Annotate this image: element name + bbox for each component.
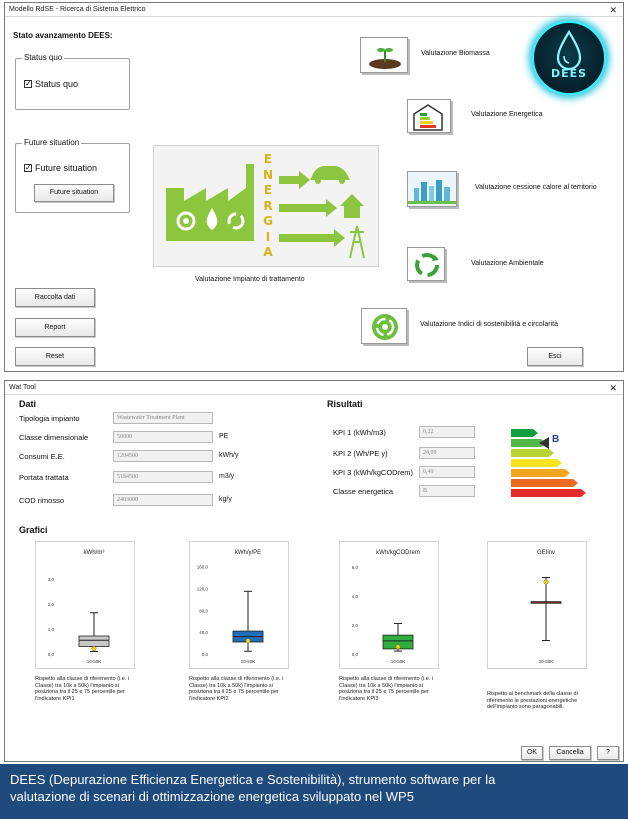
- energia-letter: E: [263, 183, 273, 197]
- kpi2-chart: [189, 541, 289, 669]
- status-quo-checkbox-label: Status quo: [35, 79, 79, 89]
- plant-point: [92, 646, 96, 650]
- status-quo-checkbox[interactable]: [24, 79, 78, 89]
- energetica-label: Valutazione Energetica: [471, 111, 543, 118]
- close-icon[interactable]: ✕: [609, 5, 617, 15]
- progress-heading: Stato avanzamento DEES:: [13, 31, 113, 40]
- dati-label: Portata trattata: [19, 473, 69, 482]
- energy-class-marker: B: [552, 434, 560, 445]
- sostenibilita-label: Valutazione Indici di sostenibilità e circolarità: [420, 321, 558, 328]
- chart-title: GEIinv: [536, 550, 556, 556]
- future-situation-button[interactable]: Future situation: [34, 184, 114, 202]
- kpi-label: KPI 1 (kWh/m3): [333, 428, 386, 437]
- biomass-icon: [361, 38, 408, 73]
- y-tick-label: 4,0: [351, 593, 358, 599]
- y-tick-label: 3,0: [47, 577, 54, 582]
- figure-caption: [0, 764, 628, 819]
- energia-letter: R: [263, 198, 273, 213]
- cessione-calore-button[interactable]: [407, 171, 457, 207]
- dati-label: Consumi E.E.: [19, 452, 65, 461]
- kpi-label: Classe energetica: [333, 487, 394, 496]
- main-window-titlebar: [5, 3, 623, 17]
- biomassa-button[interactable]: [360, 37, 408, 73]
- y-tick-label: 0,0: [201, 652, 208, 657]
- future-situation-group: [15, 138, 130, 213]
- energia-word: [261, 152, 275, 261]
- wat-tool-title: Wat Tool: [9, 384, 36, 391]
- checkbox-checked-icon: ✓: [25, 163, 32, 172]
- dati-label: COD rimosso: [19, 496, 65, 505]
- cessione-calore-label: Valutazione cessione calore al territorio: [475, 184, 597, 191]
- status-quo-group-title: Status quo: [24, 53, 63, 62]
- energetica-button[interactable]: [407, 99, 451, 133]
- ambientale-button[interactable]: [407, 247, 445, 281]
- risultati-heading: Risultati: [327, 399, 363, 409]
- category-label: 10-50K: [538, 659, 554, 664]
- reset-button[interactable]: Reset: [15, 347, 95, 366]
- category-label: 10-50K: [86, 659, 102, 664]
- classe-energetica-field[interactable]: B: [419, 485, 475, 497]
- y-tick-label: 160,0: [196, 564, 208, 570]
- y-tick-label: 120,0: [196, 586, 208, 592]
- biomassa-label: Valutazione Biomassa: [421, 50, 490, 57]
- y-tick-label: 0,0: [47, 652, 54, 657]
- ambientale-label: Valutazione Ambientale: [471, 260, 544, 267]
- plant-caption: Valutazione Impianto di trattamento: [195, 276, 305, 283]
- grafici-heading: Grafici: [19, 525, 48, 535]
- plant-point: [246, 639, 250, 643]
- cod-field[interactable]: 2483000: [113, 494, 213, 506]
- main-window-title: Modello RdSE - Ricerca di Sistema Elettrico: [9, 6, 146, 13]
- energia-letter: E: [263, 152, 273, 166]
- future-situation-group-title: Future situation: [24, 138, 80, 147]
- help-button[interactable]: ?: [597, 746, 619, 760]
- report-button[interactable]: Report: [15, 318, 95, 337]
- wat-tool-window: [4, 380, 624, 762]
- y-tick-label: 6,0: [351, 564, 358, 570]
- status-quo-group: [15, 53, 130, 110]
- raccolta-dati-button[interactable]: Raccolta dati: [15, 288, 95, 307]
- close-icon[interactable]: ✕: [609, 383, 617, 393]
- y-tick-label: 2,0: [47, 602, 54, 607]
- geiinv-chart: [487, 541, 587, 669]
- kpi1-boxplot: [36, 542, 136, 670]
- logo-text: DEES: [550, 67, 588, 80]
- plant-point: [544, 580, 548, 584]
- kpi1-caption: Rispetto alla classe di riferimento (i.e. i Classe) tra 10k a 50k) l'impianto si posiziona tra il 25 e 75 percentile per l'indicatore KPI1: [35, 676, 130, 702]
- chart-title: kWh/m³: [83, 550, 105, 556]
- category-label: 10-50K: [390, 659, 406, 664]
- sostenibilita-button[interactable]: [361, 308, 407, 344]
- energia-letter: G: [263, 214, 273, 228]
- dati-unit: PE: [219, 433, 229, 440]
- y-tick-label: 0,0: [351, 652, 358, 657]
- energy-class-bars: [511, 427, 591, 497]
- plant-point: [396, 645, 400, 649]
- dati-unit: kg/y: [219, 496, 232, 503]
- kpi-label: KPI 2 (Wh/PE y): [333, 449, 388, 458]
- dati-unit: m3/y: [219, 473, 235, 480]
- wat-tool-titlebar: [5, 381, 623, 395]
- future-situation-checkbox[interactable]: [24, 163, 97, 173]
- geiinv-boxplot: [488, 542, 588, 670]
- chart-title: kWh/kgCODrem: [376, 550, 420, 556]
- kpi2-boxplot: [190, 542, 290, 670]
- energy-class-chart: [511, 427, 591, 497]
- y-tick-label: 1,0: [47, 627, 54, 632]
- energia-letter: N: [262, 167, 274, 182]
- kpi2-caption: Rispetto alla classe di riferimento (i.e. i Classe) tra 10k a 50k) l'impianto si posiziona tra il 25 e 75 percentile per l'indicatore KPI2: [189, 676, 284, 702]
- chart-title: kWh/y/PE: [234, 550, 262, 556]
- city-heat-icon: [408, 172, 457, 207]
- exit-button[interactable]: Esci: [527, 347, 583, 366]
- kpi1-field[interactable]: 0,22: [419, 426, 475, 438]
- dati-label: Tipologia impianto: [19, 414, 80, 423]
- category-label: 10-50K: [240, 659, 256, 664]
- caption-line-1: DEES (Depurazione Efficienza Energetica e Sostenibilità), strumento software per la: [10, 772, 496, 787]
- kpi3-caption: Rispetto alla classe di riferimento (i.e. i Classe) tra 10k a 50k) l'impianto si posiziona tra il 25 e 75 percentile per l'indicatore KPI3: [339, 676, 434, 702]
- kpi-label: KPI 3 (kWh/kgCODrem): [333, 468, 414, 477]
- sustainability-icon: [362, 309, 407, 344]
- caption-line-2: valutazione di scenari di ottimizzazione energetica sviluppato nel WP5: [10, 789, 414, 804]
- energia-letter: A: [263, 245, 273, 259]
- dati-unit: kWh/y: [219, 452, 239, 459]
- classe-dimensionale-field[interactable]: 50000: [113, 431, 213, 443]
- kpi3-boxplot: [340, 542, 440, 670]
- energy-label-icon: [408, 100, 451, 133]
- box: [79, 636, 109, 647]
- dees-logo: [532, 21, 606, 95]
- portata-field[interactable]: 5184500: [113, 471, 213, 483]
- tipologia-field[interactable]: Wastewater Treatment Plant: [113, 412, 213, 424]
- y-tick-label: 2,0: [351, 622, 358, 628]
- kpi1-chart: [35, 541, 135, 669]
- energia-letter: I: [265, 229, 271, 244]
- main-window: [4, 2, 624, 372]
- kpi3-field[interactable]: 0,49: [419, 466, 475, 478]
- plant-illustration[interactable]: [153, 145, 379, 267]
- cancel-button[interactable]: Cancella: [549, 746, 591, 760]
- dati-label: Classe dimensionale: [19, 433, 89, 442]
- checkbox-checked-icon: ✓: [25, 79, 32, 88]
- water-drop-icon: [534, 23, 604, 93]
- y-tick-label: 40,0: [199, 630, 208, 636]
- recycle-icon: [408, 248, 445, 281]
- consumi-field[interactable]: 1204500: [113, 450, 213, 462]
- kpi2-field[interactable]: 24,09: [419, 447, 475, 459]
- geiinv-caption: Rispetto al benchmark della classe di riferimento le prestazioni energetiche dell'impianto sono paragonabili.: [487, 691, 578, 710]
- dati-heading: Dati: [19, 399, 37, 409]
- y-tick-label: 80,0: [199, 608, 208, 614]
- future-situation-checkbox-label: Future situation: [35, 163, 98, 173]
- kpi3-chart: [339, 541, 439, 669]
- ok-button[interactable]: OK: [521, 746, 543, 760]
